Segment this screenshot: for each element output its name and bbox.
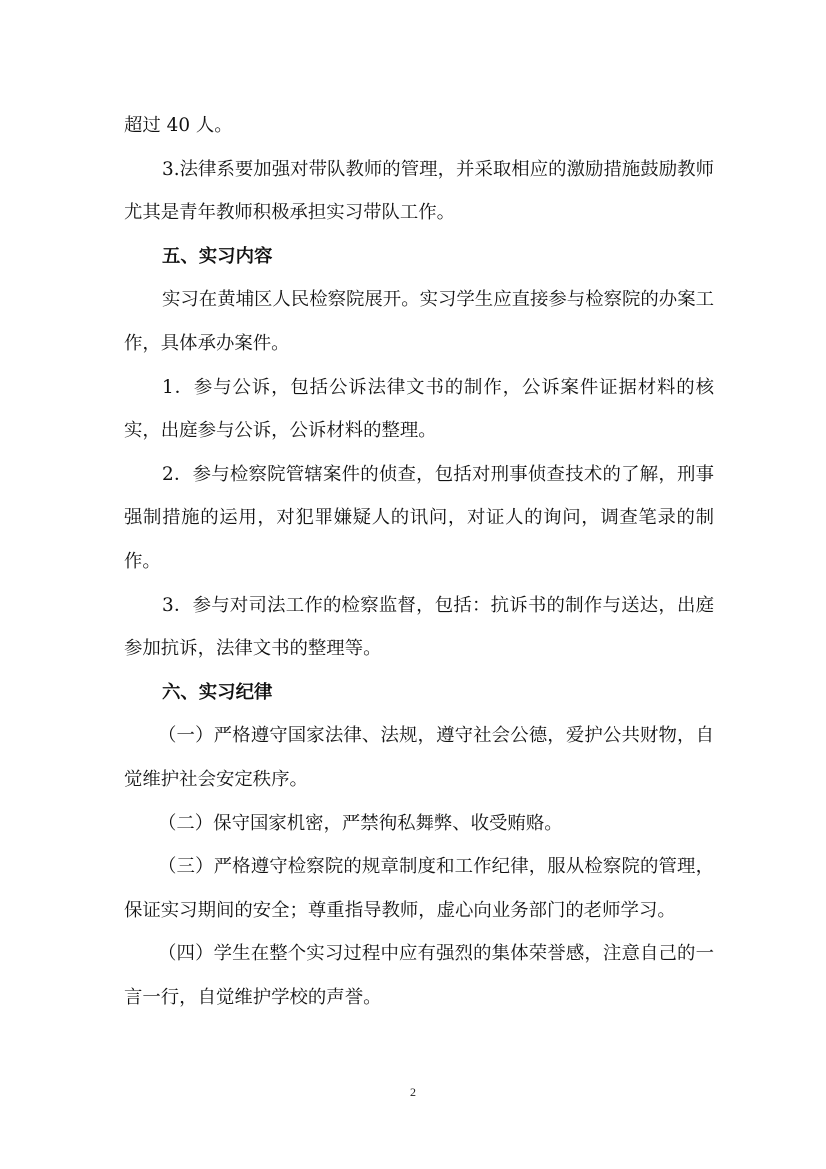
paragraph-item-2-investigation: 2．参与检察院管辖案件的侦查，包括对刑事侦查技术的了解，刑事强制措施的运用，对犯罪嫌疑人的讯问，对证人的询问，调查笔录的制作。 bbox=[124, 463, 714, 572]
section-heading-internship-discipline: 六、实习纪律 bbox=[162, 681, 273, 703]
paragraph-item-3-supervision: 3．参与对司法工作的检察监督，包括：抗诉书的制作与送达，出庭参加抗诉，法律文书的整理等。 bbox=[124, 594, 714, 660]
paragraph-item-3-teacher-management: 3.法律系要加强对带队教师的管理，并采取相应的激励措施鼓励教师尤其是青年教师积极承担实习带队工作。 bbox=[124, 158, 714, 224]
paragraph-discipline-2: （二）保守国家机密，严禁徇私舞弊、收受贿赂。 bbox=[158, 812, 563, 834]
paragraph-discipline-3: （三）严格遵守检察院的规章制度和工作纪律，服从检察院的管理，保证实习期间的安全；尊重指导教师，虚心向业务部门的老师学习。 bbox=[124, 856, 714, 921]
paragraph-continuation: 超过 40 人。 bbox=[124, 115, 233, 136]
paragraph-discipline-1: （一）严格遵守国家法律、法规，遵守社会公德，爱护公共财物，自觉维护社会安定秩序。 bbox=[124, 725, 714, 790]
paragraph-internship-location: 实习在黄埔区人民检察院展开。实习学生应直接参与检察院的办案工作，具体承办案件。 bbox=[124, 289, 714, 354]
section-heading-internship-content: 五、实习内容 bbox=[162, 245, 273, 267]
page-number: 2 bbox=[410, 1085, 416, 1099]
document-body bbox=[124, 104, 714, 1019]
paragraph-item-1-prosecution: 1．参与公诉，包括公诉法律文书的制作，公诉案件证据材料的核实，出庭参与公诉，公诉材料的整理。 bbox=[124, 376, 714, 442]
paragraph-discipline-4: （四）学生在整个实习过程中应有强烈的集体荣誉感，注意自己的一言一行，自觉维护学校的声誉。 bbox=[124, 943, 714, 1008]
